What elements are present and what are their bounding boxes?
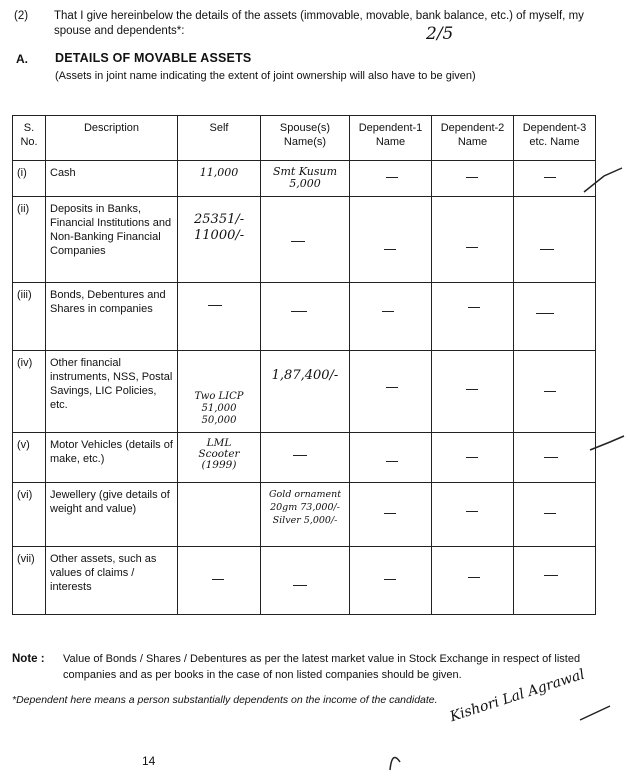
row-dep2-value [432, 547, 514, 615]
dash-mark [386, 387, 398, 388]
row-dep2-value [432, 483, 514, 547]
row-dep1-value [350, 351, 432, 433]
movable-assets-table [12, 115, 596, 615]
dash-mark [208, 305, 222, 306]
dash-mark [212, 579, 224, 580]
row-description: Cash [46, 161, 178, 197]
row-description: Other financial instruments, NSS, Postal Savings, LIC Policies, etc. [46, 351, 178, 433]
dash-mark [544, 513, 556, 514]
row-dep3-value [514, 483, 596, 547]
table-row [13, 197, 596, 283]
table-header-row [13, 116, 596, 161]
header-sno: S. No. [13, 116, 46, 161]
dash-mark [544, 391, 556, 392]
table-row [13, 351, 596, 433]
row-self-value [178, 197, 261, 283]
table-row [13, 161, 596, 197]
dash-mark [544, 177, 556, 178]
row-dep2-value [432, 161, 514, 197]
dash-mark [293, 455, 307, 456]
dash-mark [384, 579, 396, 580]
row-self-value [178, 483, 261, 547]
header-dependent-2: Dependent-2 Name [432, 116, 514, 161]
row-dep2-value [432, 197, 514, 283]
signature: Kishori Lal Agrawal [448, 666, 587, 726]
handwritten-entry: Smt Kusum 5,000 [272, 165, 338, 190]
row-self-value [178, 433, 261, 483]
dash-mark [466, 511, 478, 512]
row-dep1-value [350, 283, 432, 351]
row-description: Motor Vehicles (details of make, etc.) [46, 433, 178, 483]
dash-mark [384, 513, 396, 514]
row-self-value [178, 351, 261, 433]
row-spouse-value [261, 433, 350, 483]
dependent-footnote: *Dependent here means a person substantially dependents on the income of the candidate. [12, 694, 438, 706]
row-sno: (i) [13, 161, 46, 197]
row-sno: (vi) [13, 483, 46, 547]
row-spouse-value [261, 197, 350, 283]
row-dep2-value [432, 351, 514, 433]
header-dependent-1: Dependent-1 Name [350, 116, 432, 161]
dash-mark [382, 311, 394, 312]
row-spouse-value [261, 351, 350, 433]
dash-mark [386, 461, 398, 462]
header-self: Self [178, 116, 261, 161]
table-row [13, 547, 596, 615]
row-sno: (vii) [13, 547, 46, 615]
dash-mark [466, 457, 478, 458]
row-self-value [178, 161, 261, 197]
row-sno: (ii) [13, 197, 46, 283]
row-self-value [178, 283, 261, 351]
section-subtitle: (Assets in joint name indicating the extent of joint ownership will also have to be given) [55, 70, 476, 82]
dash-mark [384, 249, 396, 250]
handwritten-entry: 25351/- 11000/- [194, 212, 245, 243]
row-dep1-value [350, 433, 432, 483]
dash-mark [468, 577, 480, 578]
row-description: Jewellery (give details of weight and value) [46, 483, 178, 547]
row-dep1-value [350, 547, 432, 615]
row-description: Bonds, Debentures and Shares in companies [46, 283, 178, 351]
row-spouse-value [261, 483, 350, 547]
handwritten-entry: 11,000 [199, 166, 239, 179]
row-spouse-value [261, 161, 350, 197]
header-spouse: Spouse(s) Name(s) [261, 116, 350, 161]
dash-mark [466, 389, 478, 390]
header-description: Description [46, 116, 178, 161]
section-letter: A. [16, 52, 28, 66]
table-row [13, 283, 596, 351]
dash-mark [386, 177, 398, 178]
handwritten-entry: Gold ornament 20gm 73,000/- Silver 5,000/- [268, 489, 342, 526]
row-dep2-value [432, 433, 514, 483]
row-spouse-value [261, 547, 350, 615]
dash-mark [466, 247, 478, 248]
note-text: Value of Bonds / Shares / Debentures as per the latest market value in Stock Exchange in respect of listed companies and as per books in the case of non listed companies should be given. [63, 653, 581, 681]
row-dep2-value [432, 283, 514, 351]
row-sno: (iv) [13, 351, 46, 433]
dash-mark [291, 241, 305, 242]
dash-mark [544, 457, 558, 458]
row-sno: (v) [13, 433, 46, 483]
dash-mark [293, 585, 307, 586]
table-row [13, 483, 596, 547]
row-description: Other assets, such as values of claims / interests [46, 547, 178, 615]
section-title: DETAILS OF MOVABLE ASSETS [55, 51, 252, 65]
page-mark: 14 [142, 754, 156, 768]
dash-mark [536, 313, 554, 314]
dash-mark [544, 575, 558, 576]
row-dep3-value [514, 547, 596, 615]
handwritten-page-note: 2/5 [426, 24, 454, 44]
row-sno: (iii) [13, 283, 46, 351]
dash-mark [468, 307, 480, 308]
handwritten-entry: LML Scooter (1999) [198, 437, 240, 471]
intro-text: That I give hereinbelow the details of the assets (immovable, movable, bank balance, etc.) of myself, my spouse and dependents*: [54, 10, 584, 37]
margin-tick-marks [580, 150, 626, 470]
table-row [13, 433, 596, 483]
dash-mark [540, 249, 554, 250]
row-dep1-value [350, 483, 432, 547]
handwritten-entry: Two LICP 51,000 50,000 [194, 391, 244, 426]
intro-number: (2) [14, 10, 29, 22]
row-spouse-value [261, 283, 350, 351]
row-dep1-value [350, 197, 432, 283]
dash-mark [466, 177, 478, 178]
row-self-value [178, 547, 261, 615]
note-label: Note : [12, 653, 45, 665]
row-dep1-value [350, 161, 432, 197]
row-description: Deposits in Banks, Financial Institutions and Non-Banking Financial Companies [46, 197, 178, 283]
header-dependent-3: Dependent-3 etc. Name [514, 116, 596, 161]
signature-strokes [380, 700, 620, 780]
handwritten-entry: 1,87,400/- [271, 368, 339, 383]
dash-mark [291, 311, 307, 312]
